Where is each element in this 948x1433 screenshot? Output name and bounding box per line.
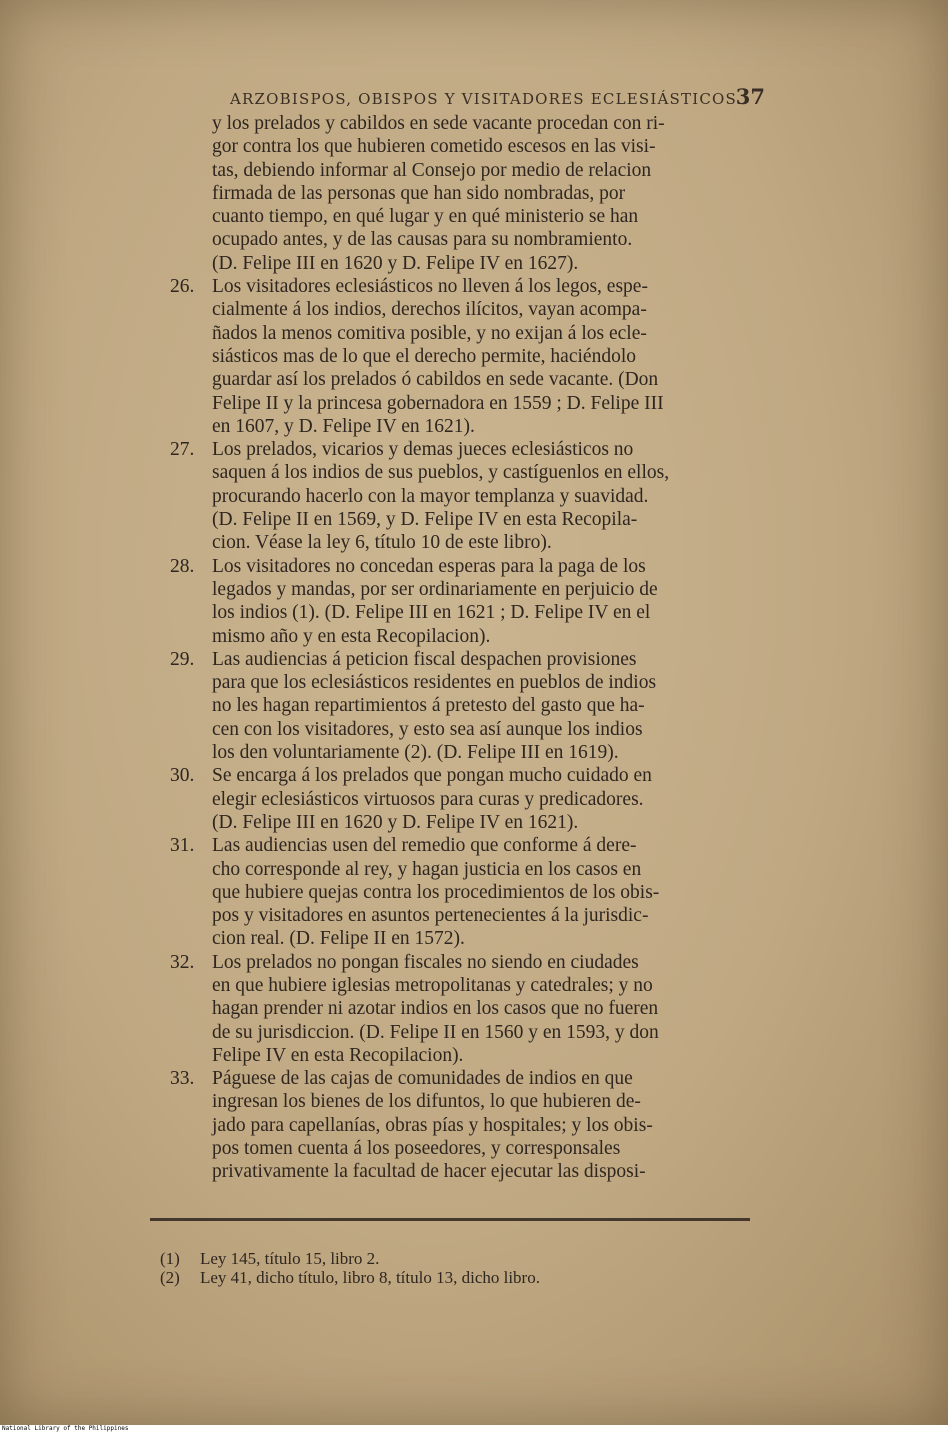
line-text: guardar así los prelados ó cabildos en sede vacante. (Don [212, 369, 659, 391]
text-line [170, 858, 778, 881]
line-text: ñados la menos comitiva posible, y no exijan á los ecle- [212, 322, 647, 344]
line-text: cen con los visitadores, y esto sea así aunque los indios [212, 718, 643, 740]
text-line [170, 741, 778, 764]
line-text: hagan prender ni azotar indios en los casos que no fueren [212, 998, 659, 1020]
text-line [170, 764, 778, 787]
text-line [170, 415, 778, 438]
text-line [170, 578, 778, 601]
text-line [170, 927, 778, 950]
text-line [170, 1044, 778, 1067]
line-text: Las audiencias á peticion fiscal despachen provisiones [212, 648, 637, 670]
text-line [170, 1137, 778, 1160]
text-line [170, 951, 778, 974]
text-line [170, 112, 778, 135]
text-line [170, 322, 778, 345]
line-text: cion real. (D. Felipe II en 1572). [212, 928, 465, 950]
page-number: 37 [735, 84, 765, 109]
line-text: Los prelados no pongan fiscales no siendo en ciudades [212, 951, 639, 973]
text-line [170, 904, 778, 927]
text-line [170, 694, 778, 717]
footnote-divider [150, 1218, 750, 1221]
text-line [170, 275, 778, 298]
text-line [170, 671, 778, 694]
law-number: 31. [170, 835, 195, 857]
line-text: Felipe IV en esta Recopilacion). [212, 1044, 464, 1066]
line-text: ingresan los bienes de los difuntos, lo que hubieren de- [212, 1091, 641, 1113]
text-line [170, 1114, 778, 1137]
page-header [230, 84, 765, 112]
line-text: Páguese de las cajas de comunidades de indios en que [212, 1068, 633, 1090]
footnote-text: Ley 41, dicho título, libro 8, título 13, dicho libro. [200, 1268, 540, 1287]
line-text: privativamente la facultad de hacer ejecutar las disposi- [212, 1161, 646, 1183]
line-text: no les hagan repartimientos á pretesto del gasto que ha- [212, 695, 645, 717]
law-number: 30. [170, 765, 195, 787]
line-text: ocupado antes, y de las causas para su nombramiento. [212, 229, 633, 251]
text-line [170, 135, 778, 158]
footnote [160, 1249, 760, 1268]
text-line [170, 974, 778, 997]
line-text: Felipe II y la princesa gobernadora en 1559 ; D. Felipe III [212, 392, 664, 414]
library-credit: National Library of the Philippines [0, 1425, 948, 1433]
line-text: (D. Felipe II en 1569, y D. Felipe IV en esta Recopila- [212, 509, 638, 531]
line-text: de su jurisdiccion. (D. Felipe II en 1560 y en 1593, y don [212, 1021, 659, 1043]
text-line [170, 1021, 778, 1044]
text-line [170, 298, 778, 321]
text-line [170, 625, 778, 648]
law-number: 29. [170, 648, 195, 670]
line-text: Las audiencias usen del remedio que conforme á dere- [212, 835, 637, 857]
line-text: jado para capellanías, obras pías y hospitales; y los obis- [212, 1114, 653, 1136]
text-line [170, 555, 778, 578]
line-text: gor contra los que hubieren cometido escesos en las visi- [212, 136, 656, 158]
line-text: procurando hacerlo con la mayor templanza y suavidad. [212, 485, 649, 507]
text-line [170, 438, 778, 461]
line-text: mismo año y en esta Recopilacion). [212, 625, 491, 647]
body-text [170, 112, 778, 1184]
line-text: en 1607, y D. Felipe IV en 1621). [212, 415, 475, 437]
text-line [170, 834, 778, 857]
text-line [170, 1090, 778, 1113]
footnote [160, 1268, 760, 1287]
text-line [170, 811, 778, 834]
law-number: 27. [170, 439, 195, 461]
text-line [170, 997, 778, 1020]
line-text: cialmente á los indios, derechos ilícitos, vayan acompa- [212, 299, 647, 321]
line-text: en que hubiere iglesias metropolitanas y catedrales; y no [212, 974, 653, 996]
line-text: firmada de las personas que han sido nombradas, por [212, 182, 626, 204]
text-line [170, 881, 778, 904]
line-text: cho corresponde al rey, y hagan justicia en los casos en [212, 858, 642, 880]
line-text: cion. Véase la ley 6, título 10 de este libro). [212, 532, 552, 554]
law-number: 33. [170, 1068, 195, 1090]
text-line [170, 648, 778, 671]
line-text: tas, debiendo informar al Consejo por medio de relacion [212, 159, 652, 181]
text-line [170, 461, 778, 484]
line-text: legados y mandas, por ser ordinariamente en perjuicio de [212, 578, 658, 600]
text-line [170, 718, 778, 741]
line-text: elegir eclesiásticos virtuosos para curas y predicadores. [212, 788, 644, 810]
footnote-mark: (2) [160, 1268, 180, 1287]
text-line [170, 601, 778, 624]
footnote-text: Ley 145, título 15, libro 2. [200, 1249, 380, 1268]
line-text: Se encarga á los prelados que pongan mucho cuidado en [212, 765, 652, 787]
line-text: que hubiere quejas contra los procedimientos de los obis- [212, 881, 660, 903]
text-line [170, 228, 778, 251]
text-line [170, 252, 778, 275]
text-line [170, 531, 778, 554]
line-text: (D. Felipe III en 1620 y D. Felipe IV en 1621). [212, 811, 579, 833]
text-line [170, 368, 778, 391]
text-line [170, 182, 778, 205]
line-text: Los visitadores eclesiásticos no lleven á los legos, espe- [212, 276, 648, 298]
text-line [170, 1160, 778, 1183]
law-number: 28. [170, 555, 195, 577]
line-text: los indios (1). (D. Felipe III en 1621 ; D. Felipe IV en el [212, 602, 651, 624]
line-text: cuanto tiempo, en qué lugar y en qué ministerio se han [212, 206, 639, 228]
footnote-mark: (1) [160, 1249, 180, 1268]
text-line [170, 159, 778, 182]
line-text: siásticos mas de lo que el derecho permite, haciéndolo [212, 345, 636, 367]
text-line [170, 392, 778, 415]
law-number: 26. [170, 276, 195, 298]
line-text: los den voluntariamente (2). (D. Felipe III en 1619). [212, 742, 619, 764]
line-text: y los prelados y cabildos en sede vacante procedan con ri- [212, 113, 665, 134]
line-text: pos y visitadores en asuntos pertenecientes á la jurisdic- [212, 905, 649, 927]
footnotes [160, 1249, 760, 1287]
text-line [170, 345, 778, 368]
running-head: ARZOBISPOS, OBISPOS Y VISITADORES ECLESIÁSTICOS. [230, 90, 743, 108]
line-text: (D. Felipe III en 1620 y D. Felipe IV en 1627). [212, 252, 579, 274]
text-line [170, 205, 778, 228]
text-line [170, 1067, 778, 1090]
text-line [170, 485, 778, 508]
line-text: Los prelados, vicarios y demas jueces eclesiásticos no [212, 439, 634, 461]
line-text: Los visitadores no concedan esperas para la paga de los [212, 555, 646, 577]
line-text: pos tomen cuenta á los poseedores, y corresponsales [212, 1138, 621, 1160]
law-number: 32. [170, 951, 195, 973]
text-line [170, 788, 778, 811]
line-text: saquen á los indios de sus pueblos, y castíguenlos en ellos, [212, 462, 670, 484]
text-line [170, 508, 778, 531]
line-text: para que los eclesiásticos residentes en pueblos de indios [212, 672, 657, 694]
